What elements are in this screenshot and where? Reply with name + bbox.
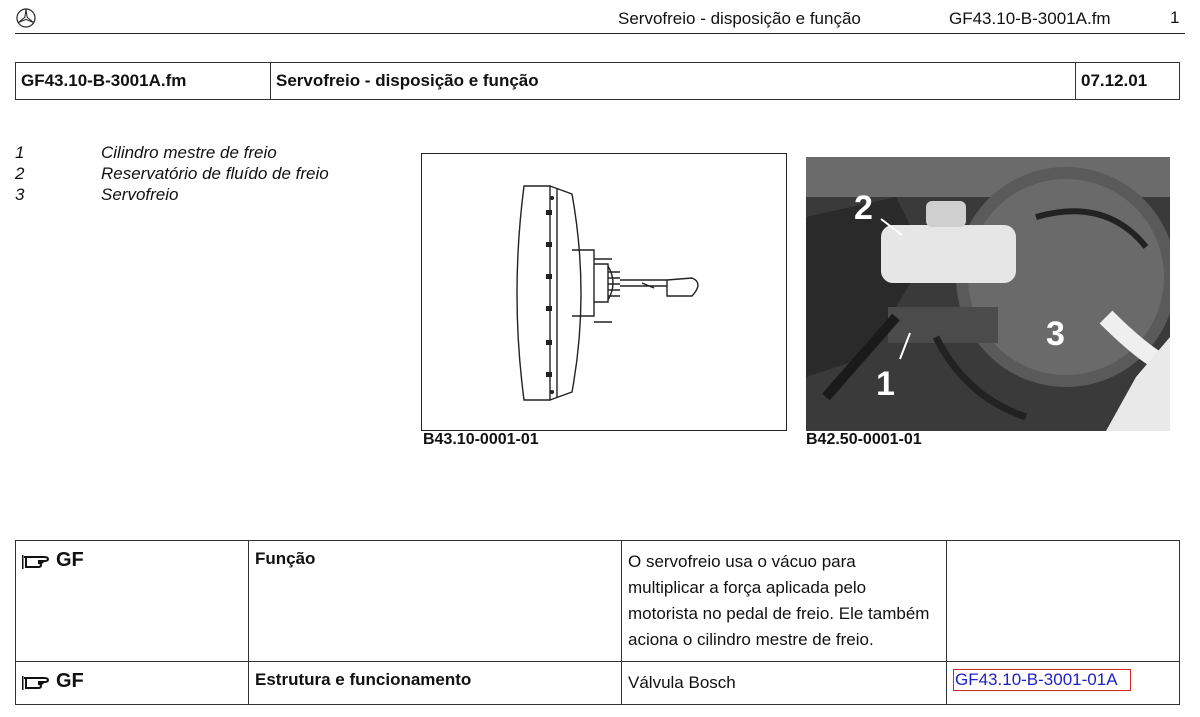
legend-item: [15, 163, 329, 184]
reference-link[interactable]: GF43.10-B-3001-01A: [953, 669, 1131, 691]
description-line: motorista no pedal de freio. Ele também: [628, 604, 930, 623]
legend-number: 1: [15, 143, 25, 162]
row-description: [622, 541, 947, 662]
function-table: [15, 540, 1180, 705]
booster-line-drawing: [422, 154, 786, 430]
row-heading: Função: [249, 541, 622, 662]
page-header: [15, 0, 1185, 34]
header-filename: GF43.10-B-3001A.fm: [949, 9, 1111, 28]
gf-cell: [16, 541, 249, 662]
legend-item: [15, 142, 329, 163]
gf-label: GF: [56, 549, 84, 571]
star-logo-icon: [16, 8, 36, 28]
legend-list: [15, 142, 329, 205]
drawing-caption: B43.10-0001-01: [423, 431, 539, 448]
photo-label-3: 3: [1046, 315, 1065, 353]
engine-photo-illustration: [806, 157, 1170, 431]
header-title: Servofreio - disposição e função: [618, 9, 861, 28]
gf-marker: [22, 670, 242, 693]
row-heading: Estrutura e funcionamento: [249, 662, 622, 705]
gf-cell: [16, 662, 249, 705]
page-number: 1: [1170, 8, 1180, 27]
description-line: multiplicar a força aplicada pelo: [628, 578, 867, 597]
engine-bay-photo: [806, 157, 1170, 431]
gf-label: GF: [56, 670, 84, 692]
doc-date-cell: 07.12.01: [1076, 63, 1180, 100]
reference-cell: [947, 662, 1180, 705]
pointing-hand-icon: [22, 672, 52, 692]
description-line: Válvula Bosch: [628, 673, 736, 692]
description-line: O servofreio usa o vácuo para: [628, 552, 856, 571]
legend-label: Reservatório de fluído de freio: [101, 164, 329, 183]
table-row: [16, 662, 1180, 705]
photo-caption: B42.50-0001-01: [806, 431, 922, 448]
gf-marker: [22, 549, 242, 572]
brake-booster-drawing: [421, 153, 787, 431]
pointing-hand-icon: [22, 551, 52, 571]
doc-id-cell: GF43.10-B-3001A.fm: [16, 63, 271, 100]
legend-label: Servofreio: [101, 185, 179, 204]
photo-label-2: 2: [854, 189, 873, 227]
table-row: [16, 541, 1180, 662]
photo-label-1: 1: [876, 365, 895, 403]
legend-number: 3: [15, 185, 25, 204]
description-line: aciona o cilindro mestre de freio.: [628, 630, 874, 649]
reference-cell: [947, 541, 1180, 662]
doc-title-cell: Servofreio - disposição e função: [271, 63, 1076, 100]
row-description: [622, 662, 947, 705]
document-info-table: [15, 62, 1180, 100]
legend-item: [15, 184, 329, 205]
legend-label: Cilindro mestre de freio: [101, 143, 277, 162]
legend-number: 2: [15, 164, 25, 183]
